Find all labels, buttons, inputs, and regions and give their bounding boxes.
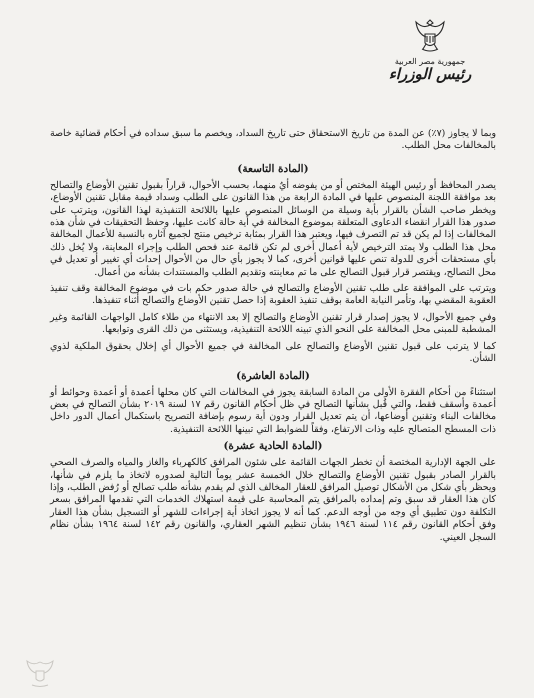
- country-name: جمهورية مصر العربية: [394, 57, 466, 66]
- document-body: [50, 128, 496, 548]
- letterhead: [370, 16, 490, 94]
- article-10-heading: (المادة العاشرة): [236, 369, 310, 382]
- article-11-heading: (المادة الحادية عشرة): [223, 440, 323, 453]
- article-9-paragraph-2: ويترتب على الموافقة على طلب تقنين الأوضاع والتصالح في حالة صدور حكم بات في موضوع المخالفة وقف تنفيذ العقوبة المقضي بها، وتأمر النيابة العامة بوقف تنفيذ العقوبة إذا حصل تقنين الأوضاع والتصالح أثناء تنفيذها.: [50, 283, 496, 307]
- article-9-paragraph-1: يصدر المحافظ أو رئيس الهيئة المختص أو من يفوضه أيٌ منهما، بحسب الأحوال، قراراً بقبول تقنين الأوضاع والتصالح بعد موافقة اللجنة المنصوص عليها في المادة الرابعة من هذا القانون على الطلب وسداد قيمة مقابل تقنين الأوضاع، ويخطر صاحب الشأن بالقرار بأية وسيلة من الوسائل المنصوص عليها باللائحة التنفيذية لهذا القانون، ويترتب على صدور هذا القرار انقضاء الدعاوى المتعلقة بموضوع المخالفة في أية حالة كانت عليها، وحفظ التحقيقات في شأن هذه المخالفات إذا لم يكن قد تم التصرف فيها، ويعتبر هذا القرار بمثابة ترخيص منتج لجميع آثاره بالنسبة للأعمال المخالفة محل هذا الطلب ولا يمتد الترخيص لأية أعمال أخرى لم تكن قائمة عند فحص الطلب وإجراء المعاينة، ولا يُخل ذلك بأي مستحقات أخرى للدولة تنص عليها قوانين أخرى، كما لا يجوز بأي حال من الأحوال إحداث أي تغيير أو تعديل في محل التصالح، ويقتصر قرار قبول التصالح على ما تم معاينته وتقديم الطلب والمستندات بشأنه من أعمال.: [50, 179, 496, 278]
- article-11-paragraph-1: على الجهة الإدارية المختصة أن تخطر الجهات القائمة على شئون المرافق كالكهرباء والغاز والمياه والصرف الصحي بالقرار الصادر بقبول تقنين الأوضاع والتصالح خلال الخمسة عشر يوماً التالية لصدوره لاتخاذ ما يلزم في شأنها، ويحظر بأي شكل من الأشكال توصيل المرافق للعقار المخالف الذي لم يقدم بشأنه طلب تصالح أو رُفض الطلب، وإذا كان هذا العقار قد سبق وتم إمداده بالمرافق يتم المحاسبة على قيمة استهلاك الخدمات التي تقدمها المرافق بسعر التكلفة دون تطبيق أي وجه من أوجه الدعم. كما أنه لا يجوز اتخاذ أية إجراءات للشهر أو التسجيل بشأن هذا العقار وفق أحكام القانون رقم ١١٤ لسنة ١٩٤٦ بشأن تنظيم الشهر العقاري، والقانون رقم ١٤٢ لسنة ١٩٦٤ بشأن نظام السجل العيني.: [50, 457, 496, 543]
- article-9-heading: (المادة التاسعة): [237, 162, 309, 175]
- intro-paragraph: وبما لا يجاوز (٧٪) عن المدة من تاريخ الاستحقاق حتى تاريخ السداد، ويخصم ما سبق سداده في أحكام قضائية خاصة بالمخالفات محل الطلب.: [50, 128, 496, 152]
- office-title: رئيس الوزراء: [388, 65, 472, 83]
- eagle-emblem-icon: [413, 16, 447, 56]
- article-9-paragraph-3: وفي جميع الأحوال، لا يجوز إصدار قرار تقنين الأوضاع والتصالح إلا بعد الانتهاء من طلاء كامل الواجهات القائمة وغير المشطبة للمبنى محل المخالفة على النحو الذي تبينه اللائحة التنفيذية، ويستثنى من ذلك القرى وتوابعها.: [50, 311, 496, 336]
- article-10-paragraph-1: استثناءً من أحكام الفقرة الأولى من المادة السابقة يجوز في المخالفات التي كان محلها أعمدة أو أعمدة وحوائط أو أعمدة وأسقف فقط، والتي قُبل بشأنها التصالح في ظل أحكام القانون رقم ١٧ لسنة ٢٠١٩ بشأن التصالح في بعض مخالفات البناء وتقنين أوضاعها، أن يتم تعديل القرار ودون أية رسوم بإضافة التصريح باستكمال أعمال الدور داخل ذات المسطح المتصالح عليه وذات الارتفاع، وفقاً للضوابط التي تبينها اللائحة التنفيذية.: [50, 386, 496, 435]
- article-9-paragraph-4: كما لا يترتب على قبول تقنين الأوضاع والتصالح على المخالفة في جميع الأحوال أي إخلال بحقوق الملكية لذوي الشأن.: [50, 340, 496, 365]
- eagle-watermark-icon: [22, 656, 58, 692]
